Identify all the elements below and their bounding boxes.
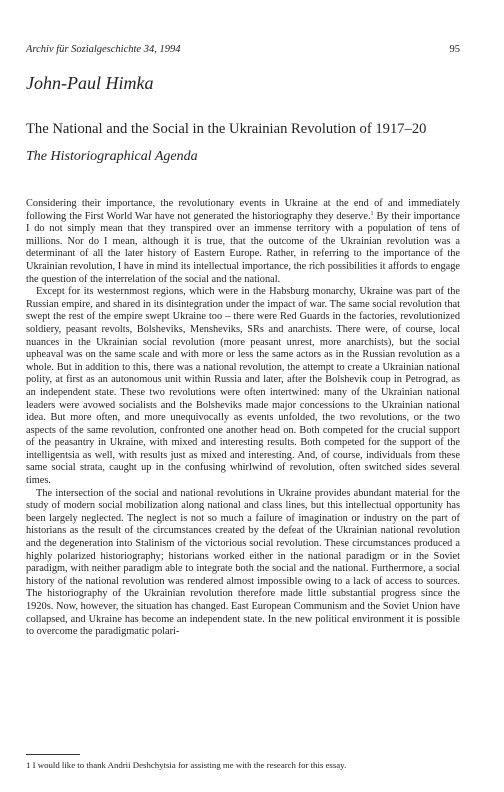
- body-paragraph: Except for its westernmost regions, which were in the Habsburg monarchy, Ukraine was part of the Russian empire, and shared in its disintegration under the impact of war. The same social revolution that swept the rest of the empire swept Ukraine too – there were Red Guards in the factories, revolutionized soldiery, peasant revolts, Bolsheviks, Mensheviks, SRs and anarchists. There were, of course, local nuances in the Ukrainian social revolution (more peasant unrest, more anarchists), but the social upheaval was on the same scale and with more or less the same actors as in the Russian revolution as a whole. But in addition to this, there was a national revolution, the attempt to create a Ukrainian national polity, at first as an autonomous unit within Russia and later, after the Bolshevik coup in Petrograd, as an independent state. These two revolutions were often intertwined: many of the Ukrainian national leaders were avowed socialists and the Bolsheviks made major concessions to the Ukrainian national idea. But more often, and more unequivocally as events unfolded, the two revolutions, or the two aspects of the same revolution, confronted one another head on. Both competed for the crucial support of the peasantry in Ukraine, with mixed and interesting results. Both competed for the support of the intelligentsia as well, with results just as mixed and interesting. And, of course, individuals from these same social strata, caught up in the confusing whirlwind of revolution, often switched sides several times.: [26, 286, 460, 487]
- article-subtitle: The Historiographical Agenda: [26, 149, 198, 164]
- footnote-divider: [26, 754, 80, 755]
- footnote-marker[interactable]: 1: [370, 210, 374, 217]
- journal-citation: Archiv für Sozialgeschichte 34, 1994: [26, 44, 181, 55]
- body-paragraph: The intersection of the social and national revolutions in Ukraine provides abundant material for the study of modern social mobilization along national and class lines, but this intellectual opportunity has been largely neglected. The neglect is not so much a failure of imagination or industry on the part of historians as the result of the circumstances created by the defeat of the Ukrainian national revolution and the degeneration into Stalinism of the victorious social revolution. These circumstances produced a highly polarized historiography; historians worked either in the national paradigm or in the Soviet paradigm, with neither paradigm able to integrate both the social and the national. Furthermore, a social history of the national revolution was rendered almost impossible owing to a lack of access to sources. The historiography of the Ukrainian revolution therefore made little substantial progress since the 1920s. Now, however, the situation has changed. East European Communism and the Soviet Union have collapsed, and Ukraine has become an independent state. In the new political environment it is possible to overcome the paradigmatic polari-: [26, 487, 460, 638]
- footnote: 1 I would like to thank Andrii Deshchytsia for assisting me with the research for this essay.: [26, 760, 347, 770]
- article-body: [26, 198, 460, 639]
- body-paragraph: Considering their importance, the revolutionary events in Ukraine at the end of and immediately following the First World War have not generated the historiography they deserve.$^1$ By their importance I do not simply mean that they transpired over an immense territory with a population of tens of millions. Nor do I mean, although it is true, that the outcome of the Ukrainian revolution was a determinant of all the later history of Eastern Europe. Rather, in referring to the importance of the Ukrainian revolution, I have in mind its intellectual importance, the rich possibilities it affords to engage the question of the interrelation of the social and the national.: [26, 198, 460, 285]
- article-title: The National and the Social in the Ukrainian Revolution of 1917–20: [26, 121, 427, 137]
- running-head: [26, 44, 460, 55]
- author-name: John-Paul Himka: [26, 73, 154, 93]
- page-number: 95: [449, 44, 460, 55]
